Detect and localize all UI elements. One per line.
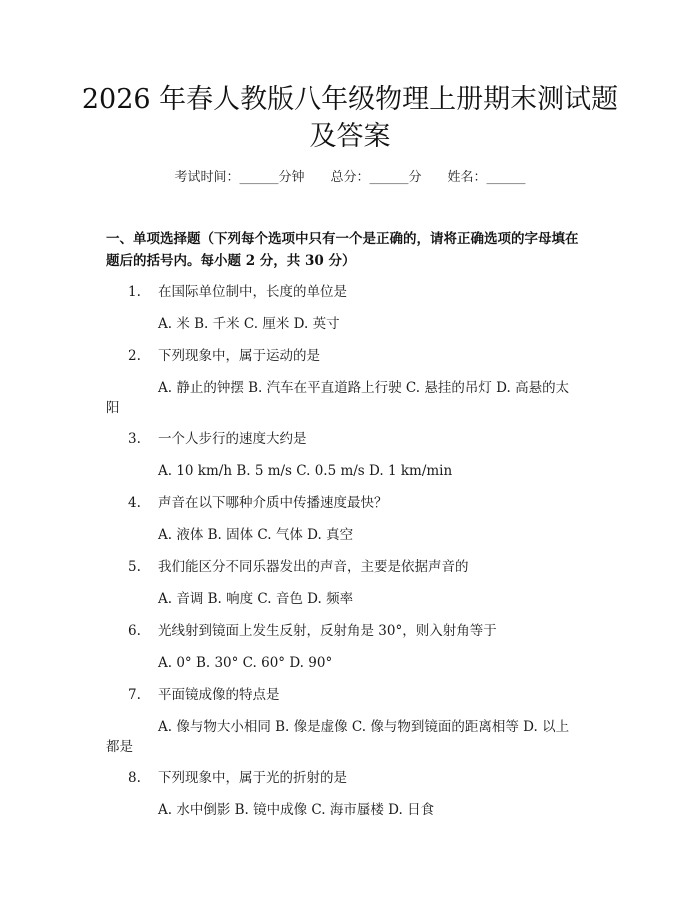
question-number: 8. — [128, 770, 141, 786]
page-title-line2: 及答案 — [309, 121, 391, 152]
question-stem — [128, 429, 307, 449]
exam-meta — [0, 168, 700, 188]
question-stem — [128, 557, 469, 577]
section-heading: 一、单项选择题（下列每个选项中只有一个是正确的，请将正确选项的字母填在 — [106, 231, 579, 247]
question-number: 1. — [128, 284, 141, 300]
question-options: A. 音调 B. 响度 C. 音色 D. 频率 — [158, 591, 354, 607]
question-options: A. 10 km/h B. 5 m/s C. 0.5 m/s D. 1 km/min — [158, 463, 453, 479]
page-title: 2026 年春人教版八年级物理上册期末测试题 — [81, 84, 619, 115]
question-stem — [128, 346, 320, 366]
question-stem — [128, 493, 388, 513]
question-text: 下列现象中，属于运动的是 — [158, 348, 320, 364]
student-name-field: 姓名：______ — [447, 170, 526, 185]
question-text: 一个人步行的速度大约是 — [158, 431, 307, 447]
question-number: 7. — [128, 687, 141, 703]
question-text: 我们能区分不同乐器发出的声音，主要是依据声音的 — [158, 559, 469, 575]
total-score-field: 总分：______分 — [330, 170, 422, 185]
question-text: 在国际单位制中，长度的单位是 — [158, 284, 347, 300]
question-number: 4. — [128, 495, 141, 511]
question-text: 光线射到镜面上发生反射，反射角是 30°，则入射角等于 — [158, 623, 497, 639]
section-heading-line2: 题后的括号内。每小题 2 分，共 30 分） — [106, 253, 356, 269]
question-text: 平面镜成像的特点是 — [158, 687, 280, 703]
question-text: 声音在以下哪种介质中传播速度最快？ — [158, 495, 388, 511]
question-text: 下列现象中，属于光的折射的是 — [158, 770, 347, 786]
question-options: A. 0° B. 30° C. 60° D. 90° — [158, 655, 333, 671]
question-number: 6. — [128, 623, 141, 639]
question-options: A. 米 B. 千米 C. 厘米 D. 英寸 — [158, 316, 340, 332]
question-options: A. 水中倒影 B. 镜中成像 C. 海市蜃楼 D. 日食 — [158, 802, 435, 818]
question-stem — [128, 768, 347, 788]
question-stem — [128, 685, 280, 705]
question-options: A. 静止的钟摆 B. 汽车在平直道路上行驶 C. 悬挂的吊灯 D. 高悬的太 — [158, 380, 570, 396]
exam-time-field: 考试时间：______分钟 — [174, 170, 305, 185]
question-options-wrap: 阳 — [106, 400, 120, 416]
question-options: A. 像与物大小相同 B. 像是虚像 C. 像与物到镜面的距离相等 D. 以上 — [158, 719, 570, 735]
question-options: A. 液体 B. 固体 C. 气体 D. 真空 — [158, 527, 354, 543]
question-number: 3. — [128, 431, 141, 447]
question-number: 2. — [128, 348, 141, 364]
question-stem — [128, 282, 347, 302]
question-number: 5. — [128, 559, 141, 575]
question-stem — [128, 621, 497, 641]
question-options-wrap: 都是 — [106, 739, 133, 755]
